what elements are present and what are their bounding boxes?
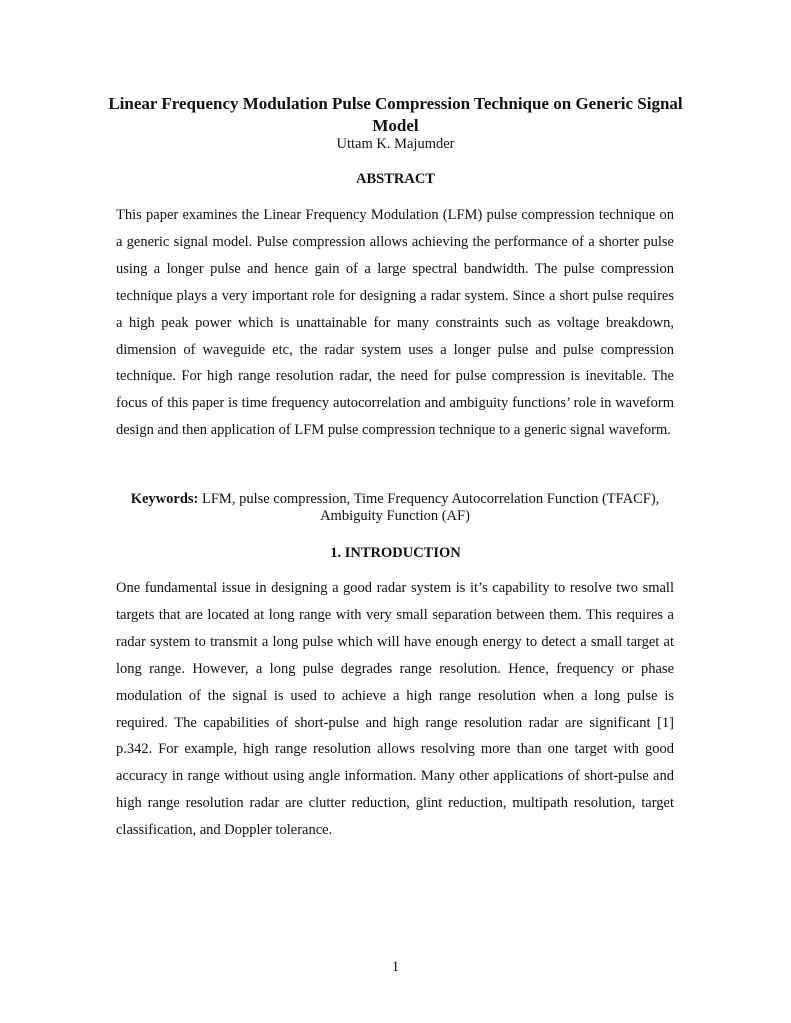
paper-title: Linear Frequency Modulation Pulse Compression Technique on Generic Signal Model: [108, 94, 683, 135]
abstract-heading: ABSTRACT: [356, 171, 435, 187]
keywords: [116, 491, 674, 525]
keywords-text: LFM, pulse compression, Time Frequency Autocorrelation Function (TFACF), Ambiguity Function (AF): [202, 491, 660, 524]
abstract-text: This paper examines the Linear Frequency Modulation (LFM) pulse compression technique on a generic signal model. Pulse compression allows achieving the performance of a shorter pulse using a longer pulse and hence gain of a large spectral bandwidth. The pulse compression technique plays a very important role for designing a radar system. Since a short pulse requires a high peak power which is unattainable for many constraints such as voltage breakdown, dimension of waveguide etc, the radar system uses a longer pulse and pulse compression technique. For high range resolution radar, the need for pulse compression is inevitable. The focus of this paper is time frequency autocorrelation and ambiguity functions’ role in waveform design and then application of LFM pulse compression technique to a generic signal waveform.: [116, 207, 674, 439]
introduction-heading: 1. INTRODUCTION: [330, 545, 461, 561]
keywords-label: Keywords:: [130, 491, 199, 507]
author-name: Uttam K. Majumder: [336, 136, 455, 152]
page-number: 1: [391, 959, 400, 975]
introduction-text: One fundamental issue in designing a good radar system is it’s capability to resolve two small targets that are located at long range with very small separation between them. This requires a radar system to transmit a long pulse which will have enough energy to detect a small target at long range. However, a long pulse degrades range resolution. Hence, frequency or phase modulation of the signal is used to achieve a high range resolution when a long pulse is required. The capabilities of short-pulse and high range resolution radar are significant [1] p.342. For example, high range resolution allows resolving more than one target with good accuracy in range without using angle information. Many other applications of short-pulse and high range resolution radar are clutter reduction, glint reduction, multipath resolution, target classification, and Doppler tolerance.: [116, 580, 674, 839]
